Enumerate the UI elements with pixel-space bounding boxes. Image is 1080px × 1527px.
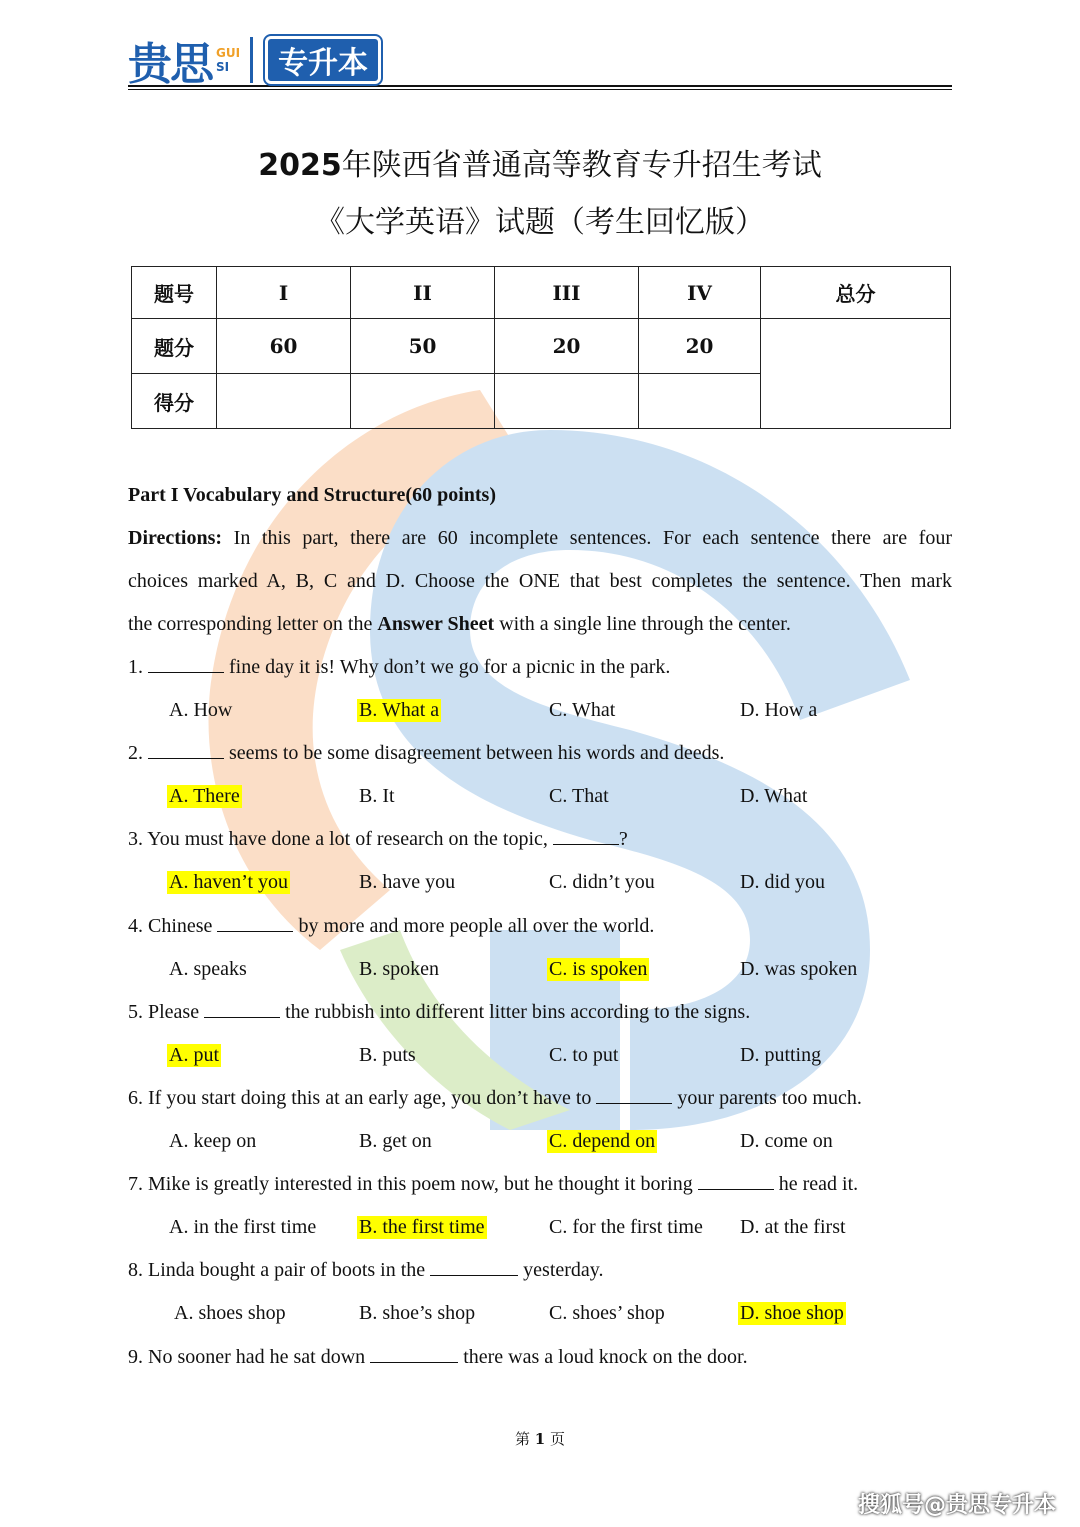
- score-label: 得分: [132, 374, 217, 429]
- question-text-after: fine day it is! Why don’t we go for a picnic in the park.: [224, 656, 671, 678]
- option: A. keep on: [169, 1130, 257, 1152]
- question-text-after: seems to be some disagreement between his words and deeds.: [224, 742, 725, 764]
- question-text-after: by more and more people all over the world.: [293, 915, 655, 937]
- option: B. puts: [359, 1044, 416, 1066]
- question-text-before: 4. Chinese: [128, 915, 218, 937]
- total-score-cell: [761, 319, 951, 429]
- logo-sub-line-2: SI: [216, 60, 230, 74]
- page-suffix: 页: [550, 1430, 566, 1448]
- question-text-before: 2.: [128, 742, 148, 764]
- question-text-before: 3. You must have done a lot of research on the topic,: [128, 828, 553, 850]
- logo-badge: 专升本: [265, 36, 381, 84]
- header-cell: II: [351, 267, 495, 319]
- directions-line-1: [128, 527, 952, 550]
- points-cell: 20: [639, 319, 761, 374]
- question-text-after: the rubbish into different litter bins according to the signs.: [280, 1001, 751, 1023]
- question-stem: [128, 1087, 862, 1110]
- logo-divider: [250, 37, 253, 83]
- logo: [128, 32, 381, 88]
- score-cell: [217, 374, 351, 429]
- directions-text-1: In this part, there are 60 incomplete sentences. For each sentence there are four: [233, 527, 952, 549]
- score-cell: [351, 374, 495, 429]
- question-text-before: 9. No sooner had he sat down: [128, 1346, 371, 1368]
- answer-blank: [148, 656, 224, 673]
- exam-title-rest: 年陕西省普通高等教育专升招生考试: [341, 148, 822, 183]
- option: B. shoe’s shop: [359, 1302, 476, 1324]
- answer-blank: [596, 1087, 672, 1104]
- option: D. at the first: [740, 1216, 846, 1238]
- question-text-before: 7. Mike is greatly interested in this poem now, but he thought it boring: [128, 1173, 698, 1195]
- option-highlighted: A. haven’t you: [169, 871, 289, 893]
- header-cell-total: 总分: [761, 267, 951, 319]
- score-table-header-row: [132, 267, 951, 319]
- header-rule-thin: [128, 89, 952, 90]
- header-cell: I: [217, 267, 351, 319]
- header-cell: IV: [639, 267, 761, 319]
- option: C. to put: [549, 1044, 619, 1066]
- question-text-before: 6. If you start doing this at an early age, you don’t have to: [128, 1087, 597, 1109]
- exam-subtitle: 《大学英语》试题（考生回忆版）: [315, 205, 765, 240]
- part-title: Part I Vocabulary and Structure(60 points): [128, 484, 496, 506]
- question-stem: [128, 1001, 750, 1024]
- logo-sub-text: [216, 46, 240, 74]
- option: C. That: [549, 785, 609, 807]
- question-text-after: yesterday.: [518, 1259, 604, 1281]
- points-label: 题分: [132, 319, 217, 374]
- answer-blank: [553, 828, 619, 845]
- score-cell: [495, 374, 639, 429]
- question-text-before: 5. Please: [128, 1001, 205, 1023]
- question-text-before: 8. Linda bought a pair of boots in the: [128, 1259, 431, 1281]
- option: A. speaks: [169, 958, 247, 980]
- question-stem: [128, 656, 670, 679]
- option-highlighted: D. shoe shop: [740, 1302, 844, 1324]
- answer-blank: [204, 1001, 280, 1018]
- points-cell: 60: [217, 319, 351, 374]
- page-number-value: 1: [534, 1430, 546, 1448]
- score-cell: [639, 374, 761, 429]
- question-text-after: there was a loud knock on the door.: [458, 1346, 748, 1368]
- answer-blank: [370, 1346, 458, 1363]
- option: D. was spoken: [740, 958, 858, 980]
- directions-line-2: choices marked A, B, C and D. Choose the ONE that best completes the sentence. Then mark: [128, 570, 952, 592]
- option-highlighted: B. the first time: [359, 1216, 485, 1238]
- option: A. shoes shop: [174, 1302, 286, 1324]
- option-highlighted: A. There: [169, 785, 240, 807]
- question-stem: [128, 828, 628, 851]
- score-table-points-row: [132, 319, 951, 374]
- option: D. come on: [740, 1130, 833, 1152]
- directions-text-3a: the corresponding letter on the: [128, 613, 373, 635]
- option: D. putting: [740, 1044, 822, 1066]
- option: C. What: [549, 699, 616, 721]
- question-text-after: your parents too much.: [672, 1087, 862, 1109]
- question-stem: [128, 915, 654, 938]
- header-cell: 题号: [132, 267, 217, 319]
- option: C. for the first time: [549, 1216, 703, 1238]
- question-text-after: he read it.: [773, 1173, 859, 1195]
- option: D. did you: [740, 871, 825, 893]
- option: D. What: [740, 785, 808, 807]
- question-stem: [128, 1259, 604, 1282]
- header-cell: III: [495, 267, 639, 319]
- option: B. spoken: [359, 958, 439, 980]
- option: B. have you: [359, 871, 456, 893]
- option-highlighted: C. depend on: [549, 1130, 656, 1152]
- sohu-credit: 搜狐号@贵思专升本: [857, 1493, 1056, 1518]
- directions-label: Directions:: [128, 527, 223, 549]
- option: D. How a: [740, 699, 818, 721]
- option: B. It: [359, 785, 395, 807]
- points-cell: 20: [495, 319, 639, 374]
- directions-line-3: [128, 613, 791, 636]
- question-text-after: ?: [618, 828, 628, 850]
- option: A. in the first time: [169, 1216, 317, 1238]
- question-text-before: 1.: [128, 656, 148, 678]
- answer-blank: [148, 742, 224, 759]
- logo-sub-line-1: GUI: [216, 46, 241, 60]
- answer-blank: [430, 1259, 518, 1276]
- exam-year: 2025: [258, 148, 342, 183]
- option-highlighted: B. What a: [359, 699, 440, 721]
- page-number: [0, 1428, 1080, 1449]
- points-cell: 50: [351, 319, 495, 374]
- exam-title: [0, 140, 1080, 184]
- option: B. get on: [359, 1130, 432, 1152]
- page-prefix: 第: [514, 1430, 530, 1448]
- option: C. didn’t you: [549, 871, 655, 893]
- question-stem: [128, 1173, 858, 1196]
- directions-text-3c: with a single line through the center.: [499, 613, 791, 635]
- answer-blank: [217, 915, 293, 932]
- option: A. How: [169, 699, 233, 721]
- logo-main-text: 贵思: [128, 39, 212, 90]
- question-stem: [128, 742, 724, 765]
- score-table: [131, 266, 951, 429]
- answer-sheet-label: Answer Sheet: [377, 613, 495, 635]
- option-highlighted: C. is spoken: [549, 958, 648, 980]
- question-stem: [128, 1346, 748, 1369]
- answer-blank: [698, 1173, 774, 1190]
- option: C. shoes’ shop: [549, 1302, 665, 1324]
- option-highlighted: A. put: [169, 1044, 219, 1066]
